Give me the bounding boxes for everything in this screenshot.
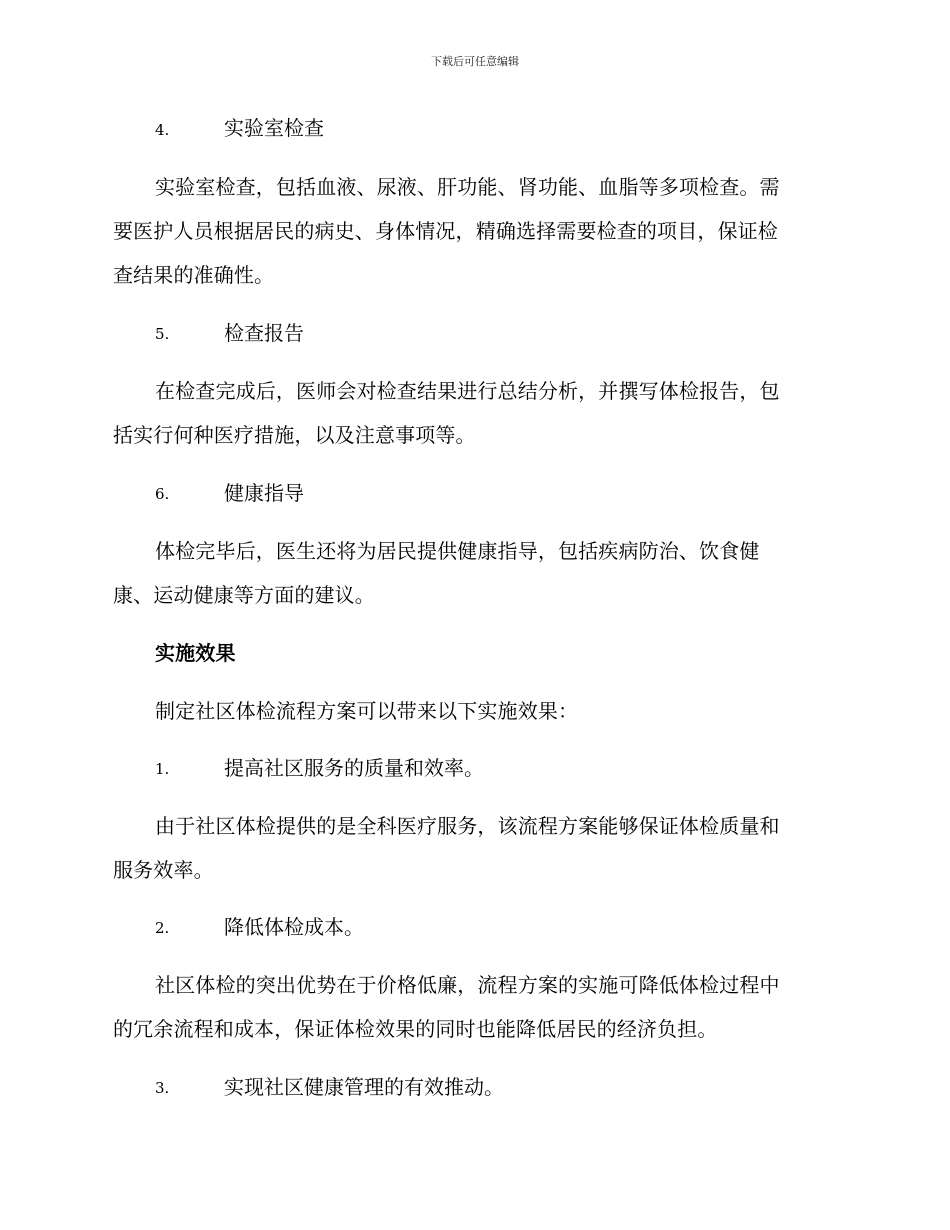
paragraph-line: 社区体检的突出优势在于价格低廉，流程方案的实施可降低体检过程中	[155, 973, 780, 997]
item-title: 提高社区服务的质量和效率。	[224, 756, 484, 780]
item-number: 3.	[155, 1079, 170, 1097]
paragraph-line: 康、运动健康等方面的建议。	[113, 583, 375, 607]
item-title: 实现社区健康管理的有效推动。	[224, 1075, 504, 1099]
paragraph-line: 在检查完成后，医师会对检查结果进行总结分析，并撰写体检报告，包	[155, 379, 780, 403]
paragraph-line: 体检完毕后，医生还将为居民提供健康指导，包括疾病防治、饮食健	[155, 539, 760, 563]
item-number: 2.	[155, 919, 170, 937]
paragraph-line: 查结果的准确性。	[113, 263, 275, 287]
item-title: 健康指导	[224, 481, 304, 505]
paragraph-line: 括实行何种医疗措施，以及注意事项等。	[113, 423, 476, 447]
section-heading: 实施效果	[155, 641, 236, 665]
item-title: 检查报告	[224, 321, 304, 345]
item-number: 6.	[155, 485, 170, 503]
paragraph-line: 服务效率。	[113, 858, 214, 882]
paragraph-line: 的冗余流程和成本，保证体检效果的同时也能降低居民的经济负担。	[113, 1017, 718, 1041]
paragraph-line: 要医护人员根据居民的病史、身体情况，精确选择需要检查的项目，保证检	[113, 219, 778, 243]
item-title: 实验室检查	[224, 116, 324, 140]
intro-line: 制定社区体检流程方案可以带来以下实施效果：	[155, 699, 579, 723]
paragraph-line: 实验室检查，包括血液、尿液、肝功能、肾功能、血脂等多项检查。需	[155, 175, 780, 199]
item-number: 5.	[155, 325, 170, 343]
paragraph-line: 由于社区体检提供的是全科医疗服务，该流程方案能够保证体检质量和	[155, 814, 780, 838]
item-number: 4.	[155, 121, 170, 139]
item-title: 降低体检成本。	[224, 915, 364, 939]
page-header: 下载后可任意编辑	[431, 55, 519, 68]
item-number: 1.	[155, 760, 170, 778]
